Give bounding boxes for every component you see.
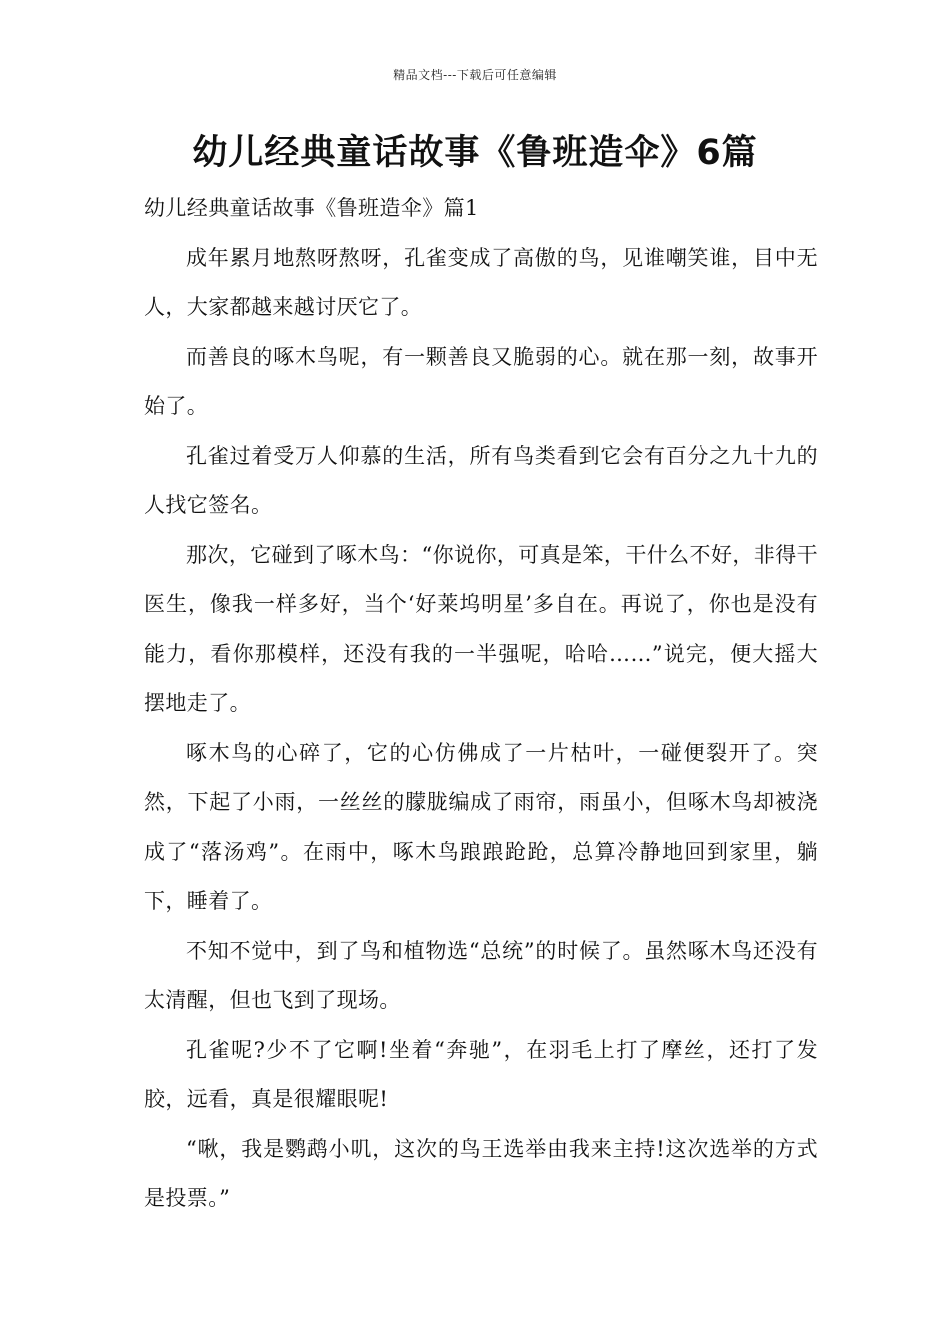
paragraph-8: “啾，我是鹦鹉小叽，这次的鸟王选举由我来主持!这次选举的方式是投票。” [144,1136,818,1210]
section-subtitle: 幼儿经典童话故事《鲁班造伞》篇1 [144,196,479,220]
paragraph-7: 孔雀呢?少不了它啊!坐着“奔驰”，在羽毛上打了摩丝，还打了发胶，远看，真是很耀眼呢! [144,1037,818,1111]
paragraph-2: 而善良的啄木鸟呢，有一颗善良又脆弱的心。就在那一刻，故事开始了。 [144,344,818,418]
paragraph-3: 孔雀过着受万人仰慕的生活，所有鸟类看到它会有百分之九十九的人找它签名。 [144,443,818,517]
page-header-note: 精品文档---下载后可任意编辑 [393,68,557,82]
paragraph-5: 啄木鸟的心碎了，它的心仿佛成了一片枯叶，一碰便裂开了。突然，下起了小雨，一丝丝的朦胧编成了雨帘，雨虽小，但啄木鸟却被浇成了“落汤鸡”。在雨中，啄木鸟踉踉跄跄，总算冷静地回到家里，躺下，睡着了。 [144,740,818,913]
paragraph-4: 那次，它碰到了啄木鸟：“你说你，可真是笨，干什么不好，非得干医生，像我一样多好，当个‘好莱坞明星’多自在。再说了，你也是没有能力，看你那模样，还没有我的一半强呢，哈哈……”说完，便大摇大摆地走了。 [144,542,818,715]
paragraph-6: 不知不觉中，到了鸟和植物选“总统”的时候了。虽然啄木鸟还没有太清醒，但也飞到了现场。 [144,938,818,1012]
document-title: 幼儿经典童话故事《鲁班造伞》6篇 [192,133,758,173]
document-body [144,184,818,1224]
paragraph-1: 成年累月地熬呀熬呀，孔雀变成了高傲的鸟，见谁嘲笑谁，目中无人，大家都越来越讨厌它了。 [144,245,818,319]
